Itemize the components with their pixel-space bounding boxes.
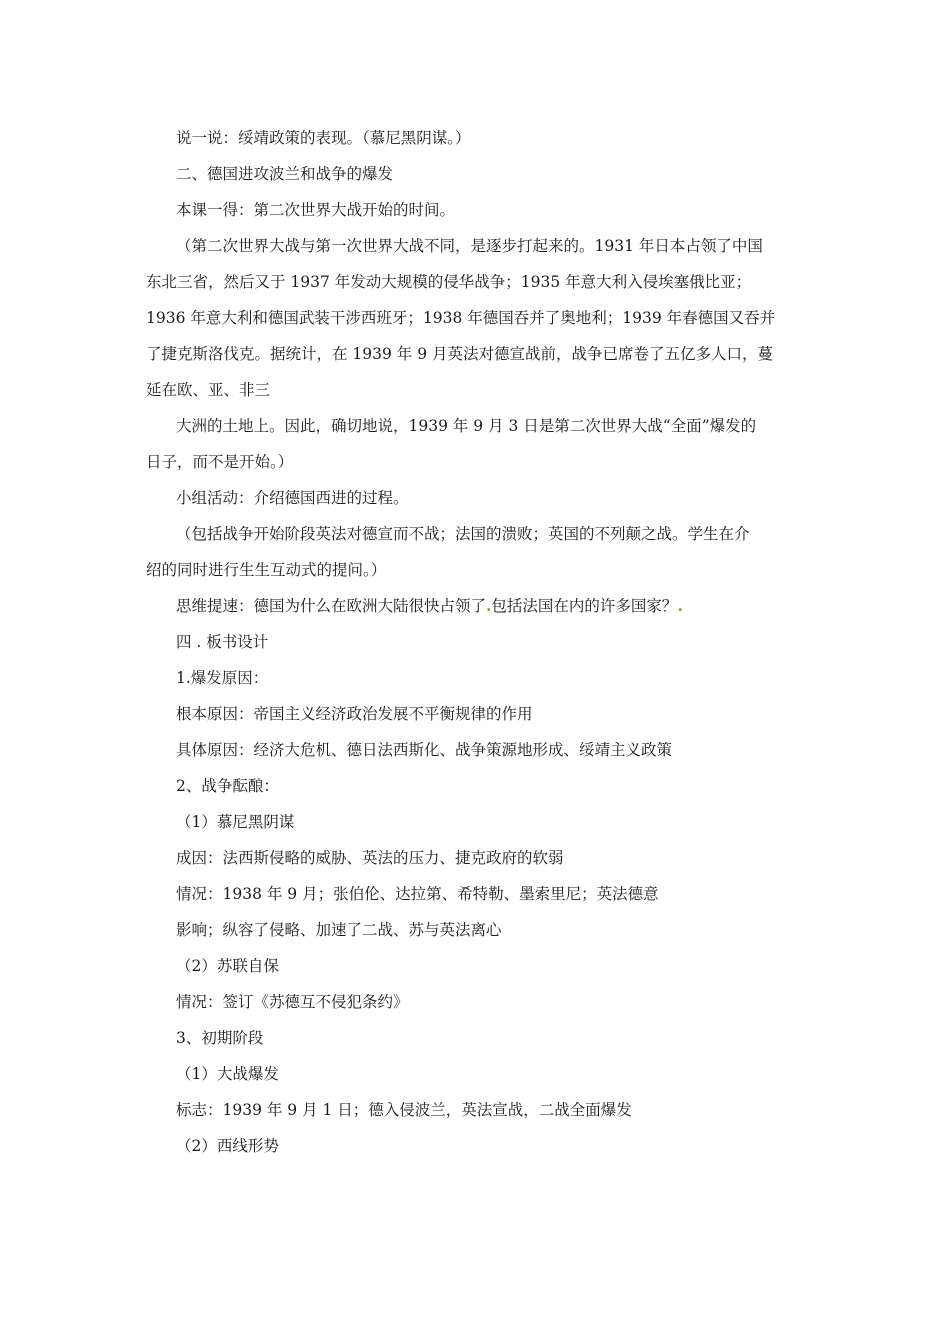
text-line: 根本原因：帝国主义经济政治发展不平衡规律的作用 (176, 705, 533, 723)
text-line: （包括战争开始阶段英法对德宣而不战；法国的溃败；英国的不列颠之战。学生在介 (176, 525, 750, 543)
text-line: 影响；纵容了侵略、加速了二战、苏与英法离心 (176, 921, 502, 939)
section-heading: 四 . 板书设计 (176, 633, 269, 651)
text-line: 3、初期阶段 (176, 1029, 264, 1047)
text-line: 日子，而不是开始。） (146, 453, 294, 471)
text-line: 了捷克斯洛伐克。据统计，在 1939 年 9 月英法对德宣战前，战争已席卷了五亿多人口，蔓 (146, 345, 774, 363)
text-line: 情况：1938 年 9 月；张伯伦、达拉第、希特勒、墨索里尼；英法德意 (176, 885, 659, 903)
text-line: （1）大战爆发 (176, 1065, 279, 1083)
question-part-1: 思维提速：德国为什么在欧洲大陆很快占领了 (176, 597, 487, 615)
text-line: 延在欧、亚、非三 (146, 381, 271, 399)
text-line: 东北三省，然后又于 1937 年发动大规模的侵华战争；1935 年意大利入侵埃塞俄比亚； (146, 273, 752, 291)
text-line: 情况：签订《苏德互不侵犯条约》 (176, 993, 409, 1011)
text-line: 小组活动：介绍德国西进的过程。 (176, 489, 409, 507)
text-line: 1936 年意大利和德国武装干涉西班牙；1938 年德国吞并了奥地利；1939 年春德国又吞并 (146, 309, 776, 327)
question-part-2: 包括法国在内的许多国家？ (491, 597, 678, 615)
dot-mark: . (677, 596, 683, 615)
text-line: 绍的同时进行生生互动式的提问。） (146, 561, 387, 579)
dot-mark: . (486, 596, 492, 615)
text-line: 具体原因：经济大危机、德日法西斯化、战争策源地形成、绥靖主义政策 (176, 741, 673, 759)
text-line: 1.爆发原因： (176, 669, 269, 687)
text-line: 说一说：绥靖政策的表现。（慕尼黑阴谋。） (176, 129, 471, 147)
text-line: （2）西线形势 (176, 1137, 279, 1155)
text-line: （2）苏联自保 (176, 957, 279, 975)
text-line: 2、战争酝酿： (176, 777, 279, 795)
text-line (146, 588, 810, 624)
text-line: 大洲的土地上。因此，确切地说，1939 年 9 月 3 日是第二次世界大战“全面”爆发的 (176, 417, 757, 435)
text-line: （第二次世界大战与第一次世界大战不同，是逐步打起来的。1931 年日本占领了中国 (176, 237, 763, 255)
text-line: 本课一得：第二次世界大战开始的时间。 (176, 201, 456, 219)
document-body (146, 120, 810, 1164)
text-line: 成因：法西斯侵略的威胁、英法的压力、捷克政府的软弱 (176, 849, 564, 867)
text-line: （1）慕尼黑阴谋 (176, 813, 295, 831)
text-line: 标志：1939 年 9 月 1 日；德入侵波兰，英法宣战，二战全面爆发 (176, 1101, 632, 1119)
section-heading: 二、德国进攻波兰和战争的爆发 (176, 165, 394, 183)
